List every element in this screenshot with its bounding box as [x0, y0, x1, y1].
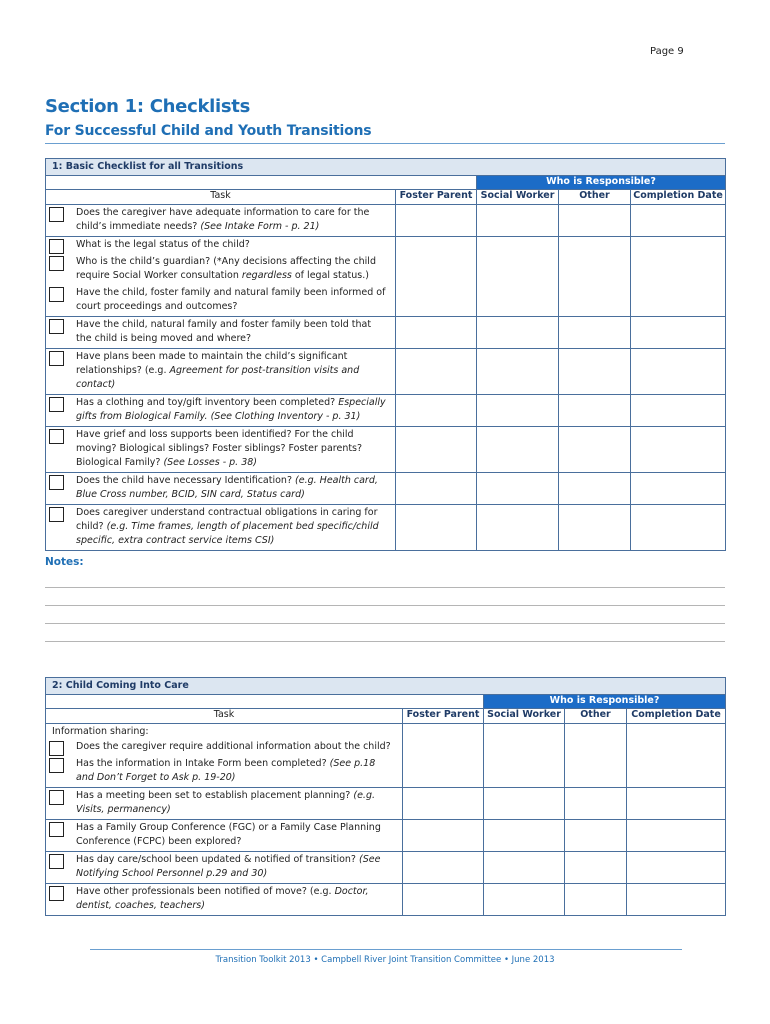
checkbox[interactable]: [49, 758, 64, 773]
foster-parent-cell[interactable]: [396, 237, 477, 317]
notes-line[interactable]: [45, 641, 725, 642]
item-text: Who is the child’s guardian? (*Any decisions affecting the child require Social Worker consultation: [76, 256, 376, 281]
task-column-header: Task: [46, 709, 403, 724]
other-cell[interactable]: [565, 788, 627, 820]
task-lead-text: Information sharing:: [52, 726, 149, 737]
social-worker-cell[interactable]: [477, 349, 559, 395]
completion-date-cell[interactable]: [627, 820, 726, 852]
completion-date-cell[interactable]: [631, 237, 726, 317]
checklist-row: [46, 317, 726, 349]
checkbox[interactable]: [49, 207, 64, 222]
item-reference: (e.g. Time frames, length of placement bed specific/child specific, extra contract service items CSI): [76, 521, 379, 546]
item-reference: (e.g. Health card, Blue Cross number, BCID, SIN card, Status card): [76, 475, 378, 500]
checklist-item: [46, 505, 395, 550]
other-cell[interactable]: [565, 884, 627, 916]
foster-parent-cell[interactable]: [403, 820, 484, 852]
checkbox[interactable]: [49, 256, 64, 271]
item-text: Does caregiver understand contractual obligations in caring for child?: [76, 507, 378, 532]
checklist-item: [46, 788, 402, 819]
social-worker-cell[interactable]: [477, 473, 559, 505]
item-text-tail: of legal status.): [294, 270, 369, 281]
social-worker-cell[interactable]: [477, 237, 559, 317]
other-cell[interactable]: [565, 852, 627, 884]
foster-parent-column-header: Foster Parent: [396, 190, 477, 205]
responsible-header: Who is Responsible?: [477, 176, 726, 190]
social-worker-cell[interactable]: [477, 505, 559, 551]
checkbox[interactable]: [49, 507, 64, 522]
checkbox[interactable]: [49, 741, 64, 756]
notes-line[interactable]: [45, 623, 725, 624]
task-column-header: Task: [46, 190, 396, 205]
foster-parent-column-header: Foster Parent: [403, 709, 484, 724]
task-cell: [46, 852, 403, 884]
notes-line[interactable]: [45, 587, 725, 588]
other-cell[interactable]: [559, 505, 631, 551]
section-subtitle: For Successful Child and Youth Transitions: [45, 123, 372, 139]
item-text: Has day care/school been updated & notified of transition?: [76, 854, 356, 865]
foster-parent-cell[interactable]: [396, 349, 477, 395]
checklist-row: [46, 852, 726, 884]
other-cell[interactable]: [559, 349, 631, 395]
item-reference: (e.g. Visits, permanency): [76, 790, 375, 815]
task-cell: [46, 427, 396, 473]
item-text: Have other professionals been notified of move? (e.g.: [76, 886, 332, 897]
item-text: Has a clothing and toy/gift inventory been completed?: [76, 397, 336, 408]
item-text: Does the caregiver require additional information about the child?: [76, 741, 391, 752]
completion-date-cell[interactable]: [627, 788, 726, 820]
completion-date-cell[interactable]: [627, 884, 726, 916]
item-reference: Agreement for post-transition visits and contact): [76, 365, 360, 390]
checklist-row: [46, 505, 726, 551]
child-coming-into-care-table: [45, 677, 726, 916]
checklist-item: [46, 473, 395, 504]
task-cell: [46, 820, 403, 852]
checkbox[interactable]: [49, 822, 64, 837]
checklist-item: [46, 820, 402, 851]
task-cell: [46, 884, 403, 916]
checklist-item: [46, 349, 395, 394]
checklist-item: [46, 237, 395, 254]
item-text: Have grief and loss supports been identified? For the child moving? Biological siblings? Foster siblings? Foster parents? Biological Family?: [76, 429, 363, 468]
checklist-title: 2: Child Coming Into Care: [46, 678, 726, 695]
completion-date-cell[interactable]: [631, 349, 726, 395]
task-cell: [46, 237, 396, 317]
checklist-row: [46, 427, 726, 473]
other-cell[interactable]: [559, 205, 631, 237]
section-title: Section 1: Checklists: [45, 96, 250, 117]
notes-label: Notes:: [45, 556, 84, 568]
completion-date-cell[interactable]: [631, 505, 726, 551]
other-cell[interactable]: [565, 724, 627, 788]
checkbox[interactable]: [49, 351, 64, 366]
notes-line[interactable]: [45, 605, 725, 606]
item-text: Does the caregiver have adequate information to care for the child’s immediate needs?: [76, 207, 370, 232]
foster-parent-cell[interactable]: [396, 205, 477, 237]
completion-date-cell[interactable]: [627, 852, 726, 884]
checklist-item: [46, 427, 395, 472]
foster-parent-cell[interactable]: [403, 788, 484, 820]
social-worker-column-header: Social Worker: [477, 190, 559, 205]
item-text: Have the child, natural family and foster family been told that the child is being moved and where?: [76, 319, 372, 344]
task-cell: [46, 473, 396, 505]
title-divider: [45, 143, 725, 144]
completion-date-column-header: Completion Date: [627, 709, 726, 724]
item-reference: (See Intake Form - p. 21): [200, 221, 320, 232]
page-number: Page 9: [650, 46, 684, 57]
item-text: Does the child have necessary Identification?: [76, 475, 292, 486]
other-cell[interactable]: [559, 473, 631, 505]
checklist-row: [46, 820, 726, 852]
social-worker-cell[interactable]: [484, 884, 565, 916]
foster-parent-cell[interactable]: [396, 317, 477, 349]
task-cell: [46, 395, 396, 427]
social-worker-cell[interactable]: [477, 317, 559, 349]
social-worker-cell[interactable]: [484, 788, 565, 820]
checklist-item: [46, 205, 395, 236]
checklist-row: [46, 884, 726, 916]
task-cell: [46, 724, 403, 788]
checklist-item: [46, 756, 402, 787]
item-text: What is the legal status of the child?: [76, 239, 250, 250]
other-column-header: Other: [559, 190, 631, 205]
checkbox[interactable]: [49, 886, 64, 901]
social-worker-cell[interactable]: [477, 205, 559, 237]
checklist-item: [46, 254, 395, 285]
basic-checklist-table: [45, 158, 726, 551]
checkbox[interactable]: [49, 429, 64, 444]
completion-date-cell[interactable]: [631, 427, 726, 473]
other-cell[interactable]: [559, 427, 631, 473]
checkbox[interactable]: [49, 854, 64, 869]
other-cell[interactable]: [559, 237, 631, 317]
foster-parent-cell[interactable]: [403, 852, 484, 884]
checklist-row: [46, 724, 726, 788]
item-reference: Doctor, dentist, coaches, teachers): [76, 886, 369, 911]
item-reference: (See Notifying School Personnel p.29 and 30): [76, 854, 381, 879]
foster-parent-cell[interactable]: [396, 395, 477, 427]
checkbox[interactable]: [49, 790, 64, 805]
other-cell[interactable]: [565, 820, 627, 852]
item-reference: Especially gifts from Biological Family. (See Clothing Inventory - p. 31): [76, 397, 386, 422]
checklist-item: [46, 285, 395, 316]
task-cell: [46, 505, 396, 551]
task-cell: [46, 317, 396, 349]
foster-parent-cell[interactable]: [396, 505, 477, 551]
checklist-item: [46, 395, 395, 426]
completion-date-cell[interactable]: [631, 205, 726, 237]
checklist-item: [46, 852, 402, 883]
completion-date-column-header: Completion Date: [631, 190, 726, 205]
checklist-item: [46, 317, 395, 348]
other-cell[interactable]: [559, 317, 631, 349]
social-worker-cell[interactable]: [477, 395, 559, 427]
foster-parent-cell[interactable]: [396, 473, 477, 505]
item-reference: (See Losses - p. 38): [163, 457, 258, 468]
item-text: Has a Family Group Conference (FGC) or a Family Case Planning Conference (FCPC) been explored?: [76, 822, 381, 847]
task-cell: [46, 205, 396, 237]
foster-parent-cell[interactable]: [403, 884, 484, 916]
checklist-row: [46, 473, 726, 505]
footer-divider: [90, 949, 682, 950]
checklist-row: [46, 788, 726, 820]
checkbox[interactable]: [49, 239, 64, 254]
completion-date-cell[interactable]: [631, 395, 726, 427]
checklist-item: [46, 884, 402, 915]
foster-parent-cell[interactable]: [396, 427, 477, 473]
other-column-header: Other: [565, 709, 627, 724]
responsible-header: Who is Responsible?: [484, 695, 726, 709]
social-worker-cell[interactable]: [477, 427, 559, 473]
checklist-row: [46, 395, 726, 427]
item-text: Has the information in Intake Form been completed?: [76, 758, 327, 769]
checkbox[interactable]: [49, 475, 64, 490]
completion-date-cell[interactable]: [631, 473, 726, 505]
foster-parent-cell[interactable]: [403, 724, 484, 788]
checklist-row: [46, 205, 726, 237]
item-text: Have the child, foster family and natural family been informed of court proceedings and outcomes?: [76, 287, 386, 312]
other-cell[interactable]: [559, 395, 631, 427]
item-reference: (See p.18 and Don’t Forget to Ask p. 19-20): [76, 758, 376, 783]
completion-date-cell[interactable]: [631, 317, 726, 349]
task-cell: [46, 788, 403, 820]
checkbox[interactable]: [49, 287, 64, 302]
checklist-row: [46, 349, 726, 395]
task-cell: [46, 349, 396, 395]
social-worker-column-header: Social Worker: [484, 709, 565, 724]
checklist-item: [46, 739, 402, 756]
checkbox[interactable]: [49, 319, 64, 334]
item-text: Have plans been made to maintain the child’s significant relationships? (e.g.: [76, 351, 348, 376]
item-text: Has a meeting been set to establish placement planning?: [76, 790, 351, 801]
completion-date-cell[interactable]: [627, 724, 726, 788]
checkbox[interactable]: [49, 397, 64, 412]
item-emphasis: regardless: [241, 270, 292, 281]
checklist-row: [46, 237, 726, 317]
checklist-title: 1: Basic Checklist for all Transitions: [46, 159, 726, 176]
social-worker-cell[interactable]: [484, 820, 565, 852]
social-worker-cell[interactable]: [484, 852, 565, 884]
page-footer: Transition Toolkit 2013 • Campbell River Joint Transition Committee • June 2013: [215, 955, 555, 965]
social-worker-cell[interactable]: [484, 724, 565, 788]
